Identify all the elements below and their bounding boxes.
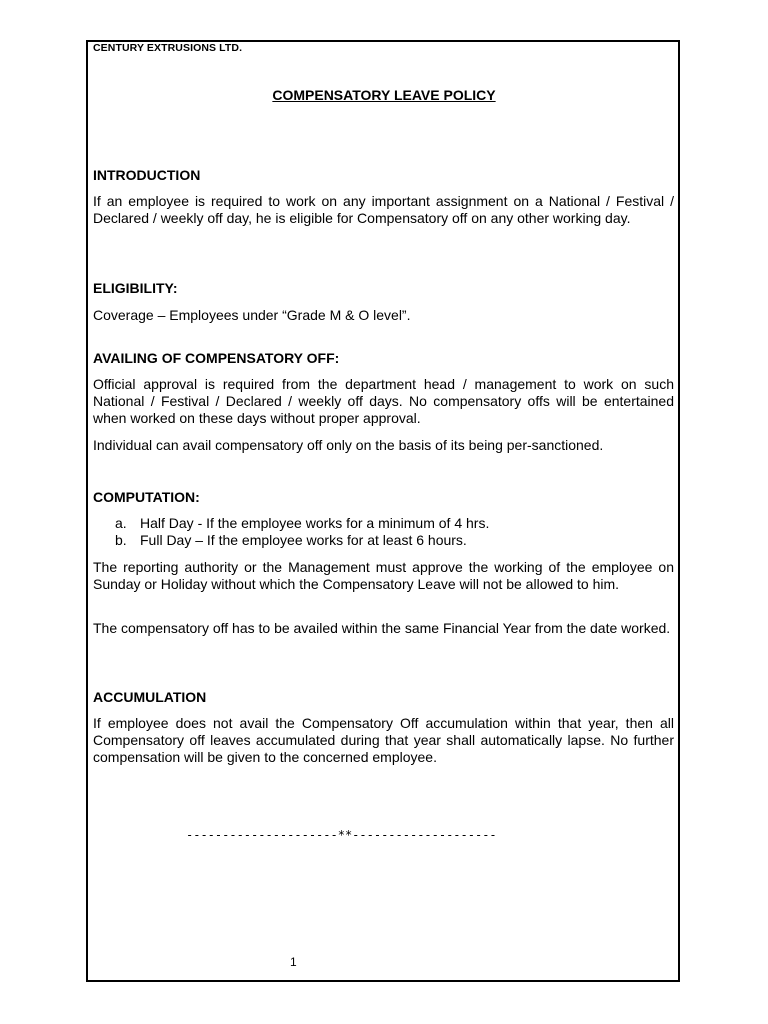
computation-paragraph: The compensatory off has to be availed within the same Financial Year from the date worked. <box>93 620 671 636</box>
computation-heading: COMPUTATION: <box>93 489 200 505</box>
introduction-text: If an employee is required to work on any important assignment on a National / Festival / Declared / weekly off day, he is eligible for Compensatory off on any other working day. <box>93 193 674 226</box>
list-marker: b. <box>115 532 127 548</box>
list-item <box>93 515 674 532</box>
end-separator: ---------------------**-------------------- <box>186 828 497 842</box>
eligibility-text: Coverage – Employees under “Grade M & O level”. <box>93 307 411 323</box>
eligibility-heading: ELIGIBILITY: <box>93 280 178 296</box>
company-name: CENTURY EXTRUSIONS LTD. <box>93 42 243 54</box>
page-number: 1 <box>290 955 297 969</box>
accumulation-heading: ACCUMULATION <box>93 689 207 705</box>
accumulation-text: If employee does not avail the Compensatory Off accumulation within that year, then all Compensatory off leaves accumulated during that year shall automatically lapse. No further compensation will be given to the concerned employee. <box>93 715 674 765</box>
computation-list <box>93 515 674 549</box>
computation-paragraph: The reporting authority or the Management must approve the working of the employee on Sunday or Holiday without which the Compensatory Leave will not be allowed to him. <box>93 559 674 592</box>
list-marker: a. <box>115 515 127 531</box>
list-item <box>93 532 674 549</box>
list-item-text: Full Day – If the employee works for at least 6 hours. <box>140 532 467 548</box>
document-title: COMPENSATORY LEAVE POLICY <box>272 87 496 103</box>
availing-heading: AVAILING OF COMPENSATORY OFF: <box>93 350 340 366</box>
availing-paragraph: Individual can avail compensatory off only on the basis of its being per-sanctioned. <box>93 437 604 453</box>
availing-paragraph: Official approval is required from the department head / management to work on such National / Festival / Declared / weekly off days. No compensatory offs will be entertained when worked on these days without proper approval. <box>93 376 674 426</box>
introduction-heading: INTRODUCTION <box>93 167 201 183</box>
list-item-text: Half Day - If the employee works for a minimum of 4 hrs. <box>140 515 490 531</box>
